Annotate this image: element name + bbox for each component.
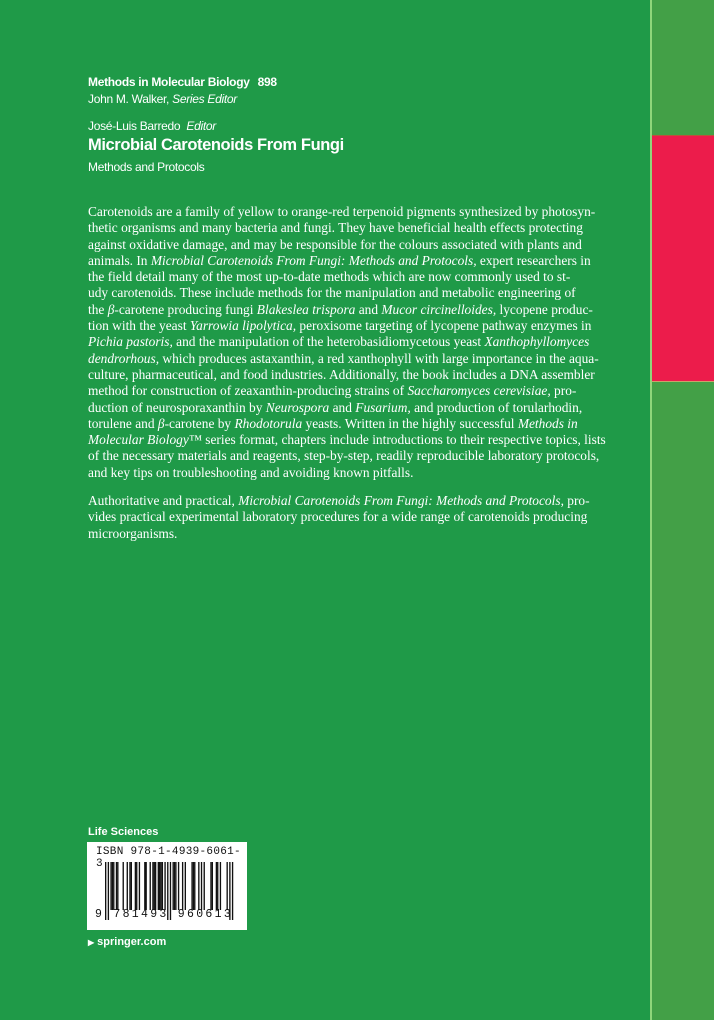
barcode-bar [185, 862, 186, 910]
series-editor-line [88, 92, 237, 106]
barcode-bar [146, 862, 147, 910]
barcode-bar [158, 862, 159, 910]
barcode-bar [116, 862, 117, 910]
text: of the necessary materials and reagents, step-by-step, readily reproducible laboratory protocols, [88, 448, 600, 464]
barcode-bar [154, 862, 155, 910]
text-line [88, 301, 593, 318]
italic-text: Molecular Biology™ [88, 432, 202, 448]
text-line [88, 509, 588, 525]
text: pro- [550, 383, 577, 399]
website-link[interactable] [88, 936, 166, 948]
accent-color-block [652, 135, 714, 382]
italic-text: Mucor circinelloides, [381, 301, 497, 317]
series-editor-name: John M. Walker, [88, 92, 170, 106]
text: and [329, 399, 356, 415]
description [88, 204, 606, 542]
text-line [88, 350, 599, 367]
italic-text: dendrorhous, [88, 350, 160, 366]
barcode-bar [216, 862, 217, 910]
website-text: springer.com [97, 936, 167, 948]
barcode-bar [110, 862, 111, 910]
text-line [88, 383, 577, 399]
italic-text: β [157, 415, 165, 431]
triangle-right-icon: ▶ [88, 938, 95, 947]
barcode-bar [198, 862, 199, 910]
barcode-bar [139, 862, 140, 910]
barcode-bar [175, 862, 176, 910]
text-line [88, 399, 583, 416]
text-line [88, 465, 564, 481]
subject-category: Life Sciences [88, 826, 159, 838]
text-line [88, 415, 578, 432]
text-line [88, 493, 590, 509]
barcode-bar [155, 862, 156, 910]
barcode-bar [162, 862, 163, 910]
book-title: Microbial Carotenoids From Fungi [88, 136, 344, 154]
text: -carotene by [164, 415, 235, 431]
text: and [355, 301, 382, 317]
text-line [88, 252, 591, 269]
text: yeasts. Written in the highly successful [302, 415, 518, 431]
text: series format, chapters include introductions to their respective topics, lists [201, 432, 606, 448]
text: torulene and [88, 415, 158, 431]
barcode-bar [159, 862, 160, 910]
barcode-bar [136, 862, 137, 910]
barcode-bar [193, 862, 194, 910]
text: which produces astaxanthin, a red xanthophyll with large importance in the aqua- [159, 350, 599, 366]
italic-text: Neurospora [265, 399, 330, 415]
text-line [88, 269, 571, 285]
editor-name: José-Luis Barredo [88, 119, 181, 133]
italic-text: Fusarium, [355, 399, 411, 415]
italic-text: Blakeslea trispora [256, 301, 356, 317]
text: vides practical experimental laboratory procedures for a wide range of carotenoids producing [88, 509, 588, 525]
description-paragraph [88, 204, 606, 481]
text: microorganisms. [88, 525, 178, 541]
text-line [88, 432, 606, 448]
text: thetic organisms and many bacteria and fungi. They have beneficial health effects protecting [88, 220, 583, 236]
barcode-bar [191, 862, 192, 910]
editor-role: Editor [186, 119, 216, 133]
text-line [88, 285, 576, 301]
barcode-bar [123, 862, 124, 910]
series-line [88, 75, 277, 89]
text-line [88, 448, 600, 464]
italic-text: Microbial Carotenoids From Fungi: Methods and Protocols, [150, 252, 477, 268]
text: lycopene produc- [496, 301, 593, 317]
text: the [88, 301, 108, 317]
barcode-bar [152, 862, 153, 910]
text: Authoritative and practical, [88, 493, 239, 509]
text: duction of neurosporaxanthin by [88, 399, 266, 415]
series-name: Methods in Molecular Biology [88, 75, 250, 89]
book-subtitle: Methods and Protocols [88, 160, 205, 174]
italic-text: β [107, 301, 115, 317]
text-line [88, 318, 592, 334]
text: against oxidative damage, and may be responsible for the colours associated with plants and [88, 236, 582, 252]
barcode-bar [204, 862, 205, 910]
italic-text: Saccharomyces cerevisiae, [407, 383, 551, 399]
description-paragraph [88, 493, 590, 542]
text-line [88, 366, 595, 383]
isbn-label: ISBN 978-1-4939-6061-3 [96, 846, 241, 870]
barcode-bar [131, 862, 132, 910]
barcode-bar [127, 862, 128, 910]
barcode-bar [135, 862, 136, 910]
text: and the manipulation of the heterobasidiomycetous yeast [172, 334, 485, 350]
barcode-bar [212, 862, 213, 910]
series-editor-role: Series Editor [172, 92, 237, 106]
barcode-bar [160, 862, 161, 910]
text-line [88, 220, 583, 236]
text: the field detail many of the most up-to-date methods which are now commonly used to st- [88, 269, 571, 285]
text: and production of torularhodin, [410, 399, 583, 415]
barcode-bar [144, 862, 145, 910]
text: culture, pharmaceutical, and food industries. Additionally, the book includes a DNA assembler [88, 366, 595, 382]
barcode-bar [220, 862, 221, 910]
italic-text: Rhodotorula [234, 415, 303, 431]
text-line [88, 334, 590, 350]
text-line [88, 526, 564, 542]
barcode-bar [129, 862, 130, 910]
barcode-bar [178, 862, 179, 910]
barcode-bar [112, 862, 113, 910]
isbn-barcode [87, 842, 247, 930]
text: , pro- [560, 493, 590, 509]
text: method for construction of zeaxanthin-producing strains of [88, 383, 408, 399]
barcode-bar [164, 862, 165, 910]
text-line [88, 236, 582, 253]
text: peroxisome targeting of lycopene pathway enzymes in [296, 318, 592, 334]
barcode-digits: 9 781493 960613 [95, 908, 234, 921]
barcode-bar [150, 862, 151, 910]
italic-text: Methods in [517, 415, 578, 431]
italic-text: Yarrowia lipolytica, [189, 318, 297, 334]
barcode-bar [210, 862, 211, 910]
barcode-bar [194, 862, 195, 910]
text: and key tips on troubleshooting and avoiding known pitfalls. [88, 464, 414, 480]
text: animals. In [88, 252, 151, 268]
editor-line [88, 119, 216, 133]
text: tion with the yeast [88, 318, 190, 334]
barcode-bar [174, 862, 175, 910]
barcode-bar [217, 862, 218, 910]
barcode-bar [227, 862, 228, 910]
italic-text: Pichia pastoris, [88, 334, 173, 350]
barcode-bar [117, 862, 118, 910]
text: udy carotenoids. These include methods for the manipulation and metabolic engineering of [88, 285, 576, 301]
text-line [88, 204, 596, 220]
barcode-bar [173, 862, 174, 910]
text: Carotenoids are a family of yellow to orange-red terpenoid pigments synthesized by photosyn- [88, 204, 596, 219]
italic-text: Microbial Carotenoids From Fungi: Methods and Protocols [238, 493, 561, 509]
spine-line [650, 0, 652, 1020]
text: expert researchers in [476, 252, 591, 268]
series-number: 898 [257, 75, 277, 89]
text: -carotene producing fungi [114, 301, 257, 317]
barcode-bar [201, 862, 202, 910]
italic-text: Xanthophyllomyces [484, 334, 590, 350]
barcode-bar [182, 862, 183, 910]
barcode-bar [113, 862, 114, 910]
